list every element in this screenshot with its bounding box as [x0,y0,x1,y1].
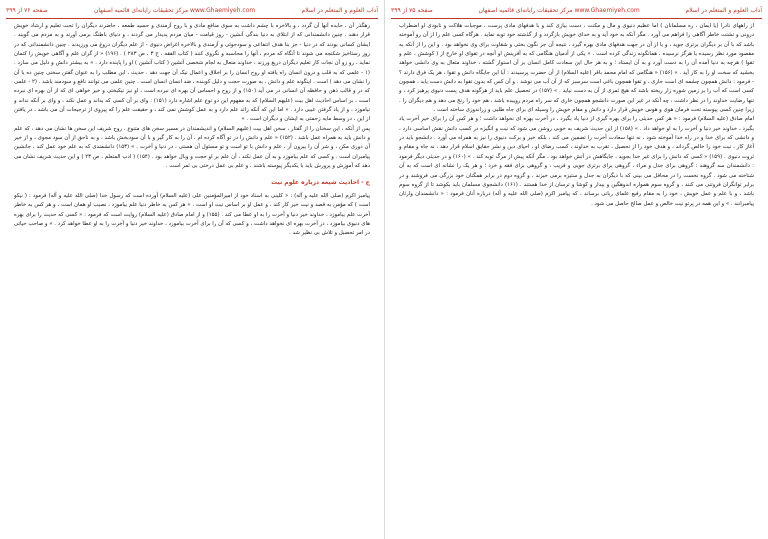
right-page [384,0,768,539]
page-number: صفحه ۷۶ از ۳۹۹ [6,6,48,14]
paragraph: پس از آنکه ، این سخنان را از گفتار ، سخن اهل بیت (علیهم السلام) و اندیشمندان در مسیر سخن های متنوع ، روح شریف این سخن ها نشان می دهد ، که علم و دانش باید به همراه عمل باشد . (۱۵۲) « علم و دانش را در تو آگاه کرده ام ، آن را به کار گیر و با آن سودبخش باشد ، و به ناحق از آن سود مجوی ، و از خیر آن دوری مکن ، و شر آن را بیرون آر ، علم و دانش با تو است و تو مسئول آن هستی ، در دنیا و آخرت . » (۱۵۳) دانشمندی که به علم خود عمل کند ، جانشین پیامبران است . و کسی که علم بیاموزد و به آن عمل نکند ، آن علم بر او حجت و وبال خواهد بود . (۱۵۴) ( ادب المتعلم ، ص ۴۳ ) و این حدیث شریف نشان می دهد که آموزش و پرورش باید با یکدیگر پیوسته باشند ، و علم بی عمل درختی بی ثمر است . [14,125,370,170]
page-number: صفحه ۷۵ از ۳۹۹ [391,6,433,14]
paragraph: امام صادق (علیه السلام) فرمود : « هر کس حدیثی را برای بهره گیری از دنیا یاد بگیرد ، در آخرت بهره ای نخواهد داشت ؛ و هر کس آن را برای خیر آخرت یاد بگیرد ، خداوند خیر دنیا و آخرت را به او خواهد داد . » (۱۵۸) از این حدیث شریف به خوبی روشن می شود که نیت و انگیزه در کسب دانش نقش اساسی دارد ، و دانشی که برای خدا و در راه خدا آموخته شود ، نه تنها سعادت آخرت را تضمین می کند ، بلکه خیر و برکت دنیوی را نیز به همراه می آورد . دانشجو باید در آغاز کار ، نیت خود را خالص گرداند ، و هدف خود را از تحصیل ، تقرب به خداوند ، کسب رضای او ، احیای دین و نشر حقایق اسلام قرار دهد ، نه جاه و مقام و ثروت دنیوی . (۱۵۹) « کسی که دانش را برای غیر خدا بجوید ، جایگاهش در آتش خواهد بود ، مگر آنکه پیش از مرگ توبه کند . » (۱۶۰) و در حدیثی دیگر فرمود : دانشمندان سه گروهند : گروهی برای جدل و مراء ، گروهی برای برتری جویی و فریب ، و گروهی برای فقه و خرد ؛ و هر یک را نشانه ای است که به آن شناخته می شود . گروه نخست را در محافل می بینی که با دیگران به جدل و ستیزه برمی خیزند ، و گروه دوم در برابر همگنان خود بزرگی می فروشند و در برابر توانگران فروتنی می کنند ، و گروه سوم همواره اندوهگین و بیدار و کوشا و ترسان از خدا هستند . (۱۶۱) دانشجوی مسلمان باید بکوشد تا از گروه سوم باشد ، و با علم و عمل خویش ، خود را به مقام رفیع علمای ربانی برساند ، که پیامبر اکرم (صلی الله علیه و آله) درباره آنان فرمود : « دانشمندان وارثان پیامبرانند . » و این همه در پرتو نیت خالص و عمل صالح حاصل می شود . [399,116,754,207]
page-header [391,3,762,17]
page-body [14,22,370,535]
paragraph: از راههای نادرا (یا ایمان ، ره مسلمانان ) اما عظیم دنیوی و مال و مکنت ، دست بیازی کند و با هدفهای مادی پرست ، موجبات هلاکت و نابودی او اضطراب درونی و تشتت خاطر آگاهی را فراهم می آورد . مگر آنکه به خود آید و به خدای خویش بازگردد و از گذشته خود توبه نماید . هرگاه کسی علم را از آن رو آموخته باشد که با آن بر دیگران برتری جوید ، و یا از آن در جهت هدفهای مادی بهره گیرد ، نتیجه آن جز نگون بختی و شقاوت برای وی نخواهد بود . و این را از آنکه به مقصود مورد نظر رسیده یا هرگز نرسیده ، همانگونه زندگی کرده است . « یکی از آدمیان هنگامی که به آفرینش او آنچه در تقوای او خارج از ( کوشش ، علم و تقوا ) هرچه به دنیا آمده آن را به دست آورد و به آن ایستاد ؛ و به هر حال این سعادت کامل انسان بر آن استوار گشته ، خداوند متعال به وی دانشی خواهد بخشید که سخت او را به کار آید . » (۱۵۶) « هنگامی که امام محمد باقر (علیه السلام) از آن حضرت پرسیدند : آیا این جایگاه دانش و تقوا ، هر یک فرق دارند ؟ - فرمود : دانش همچون چشمه ای است جاری ، و تقوا همچون باغی است سرسبز که از آن آب می نوشد . و آن کس که بدون تقوا به دانش دست یابد ، همچون کسی است که آب را بر زمین شوره زار ریخته باشد که هیچ ثمری از آن به دست نیاید . » (۱۵۷) در تحصیل علم باید از هرگونه هدف پست دنیوی پرهیز کرد ، و تنها رضایت خداوند را در نظر داشت ، چه آنکه در غیر این صورت دانشجو همچون خاری که سر راه مردم روییده باشد ، هم خود را رنج می دهد و هم دیگران را . زیرا چنین کسی پیوسته تحت فرمان هوی و هوس خویش قرار دارد و دانش و مقام خویش را وسیله ای برای جاه طلبی و زراندوزی ساخته است . [399,23,754,114]
book-title: آداب العلوم و المتعلم در اسلام [685,6,762,14]
paragraph: پیامبر اکرم (صلی الله علیه و آله) : « کلینی به اسناد خود از امیرالمؤمنین علی (علیه السلام) آورده است که رسول خدا (صلی الله علیه و آله) فرمود : ( نیکو است ) که مؤمن به قصد و نیت خیر کار کند ، و عمل او بر اساس نیت او است . » هر کس به خاطر دنیا علم بیاموزد ، نصیب او همان است ، و هر کس به خاطر آخرت علم بیاموزد ، خداوند خیر دنیا و آخرت را به او عطا می کند . (۱۵۵) و از امام صادق (علیه السلام) روایت است که فرمود : « کسی که حدیث را برای بهره های دنیوی بیاموزد ، در آخرت بهره ای نخواهد داشت ، و کسی که آن را برای آخرت بیاموزد ، خداوند خیر دنیا و آخرت را به او عطا خواهد کرد . » و صاحب حیاتی در امر تحصیل و تلاش بی نظیر شد . [14,192,370,237]
header-divider [391,18,762,19]
section-heading: ج - احادیث شیعه درباره علوم نیت [271,178,370,186]
page-header [6,3,378,17]
book-title: آداب العلوم و المتعلم در اسلام [301,6,378,14]
site-url[interactable]: مرکز تحقیقات رایانه‌ای قائمیه اصفهان www.Ghaemiyeh.com [478,6,640,14]
page-body [399,22,754,535]
paragraph: رهگذر آن ، حایده آنها آن گردد ، و بالاخره با چشم داشت به سوی منافع مادی و با روح آزمندی و حسید طمعه ، حاضرند دیگران را تحت تعلیم و ارشاد خویش قرار دهند . چنین دانشمندانی که از ابتلای به دنیا بندگی آنشین - روز قیامت - میان مردم پدیدار می گردند ، و دنیای باطنگ برمی آورند و به مردم می گویند . ایشان کسانی بودند که در دنیا - جز بنا هدف انتفاعی و سودجوئی و آزمندی و بالاخره اغراض دنیوی - از علم دیگران دروغ می ورزیدند . چنین دانشمندانی که در روز رستاخیز شکنجه می شوند تا آنگاه که مردم ، آنها را محاسبه و نگروی کنند ( کتاب الفقه ، ج ۳ ، ص ۲۸۳ ) . (۱۹۶) « از گران علم و آگاهی خویش را کتمان نماید ، رو زو آن نجات کار تعلیم دیگران دریغ ورزند ، خداوند متعال به لجام شخصی آتشین ( کتاب آتشین ) او را پاینده دارد . » به بیشتر دانش و دلیل می سازد . (۱ - علمی که به قلب و درون انسان راه یافته او روح انسان را بر اخلاق و اعمال نیک آن جهت دهد . حدیث ، این مطلب را به عنوان گفتن سخنی چنین ده یا آن را نشان می دهد ) است . اینگونه علم و دانش ، به صورت حجت و دلیل کوبنده ، ضد انسان انسان است . چنین علمی می توانند نافع و سودمند باشد . (۲ - علمی که در و قالب ذهن و حافظه آن انسانی در می آید (۱۵۰) و از روح و احساس آن بهره ای نبرده است ، او نیز نیکبختی و خیر خواهی ای که از آن بهره ای نبرده است ، بر اساس احادیث اهل بیت (علیهم السلام) که به مفهوم این دو نوع علم اشاره دارد (۱۵۱) : وای بر آن کسی که بداند و عمل نکند ، و وای بر آنکه نداند و نیاموزد ، و از یاد گرفتن عیبی دارد . « اما این که آنکه زائد علم دارد و به عمل کوشش نمی کند ، و حقیقت علم را که پیروی از ترجیحات آن می باشد ، در یافتن از این ، در وسط مایه زحمتی به ایشان و دیگران است . » [14,23,370,123]
site-url[interactable]: مرکز تحقیقات رایانه‌ای قائمیه اصفهان www.Ghaemiyeh.com [93,6,256,14]
header-divider [6,18,378,19]
